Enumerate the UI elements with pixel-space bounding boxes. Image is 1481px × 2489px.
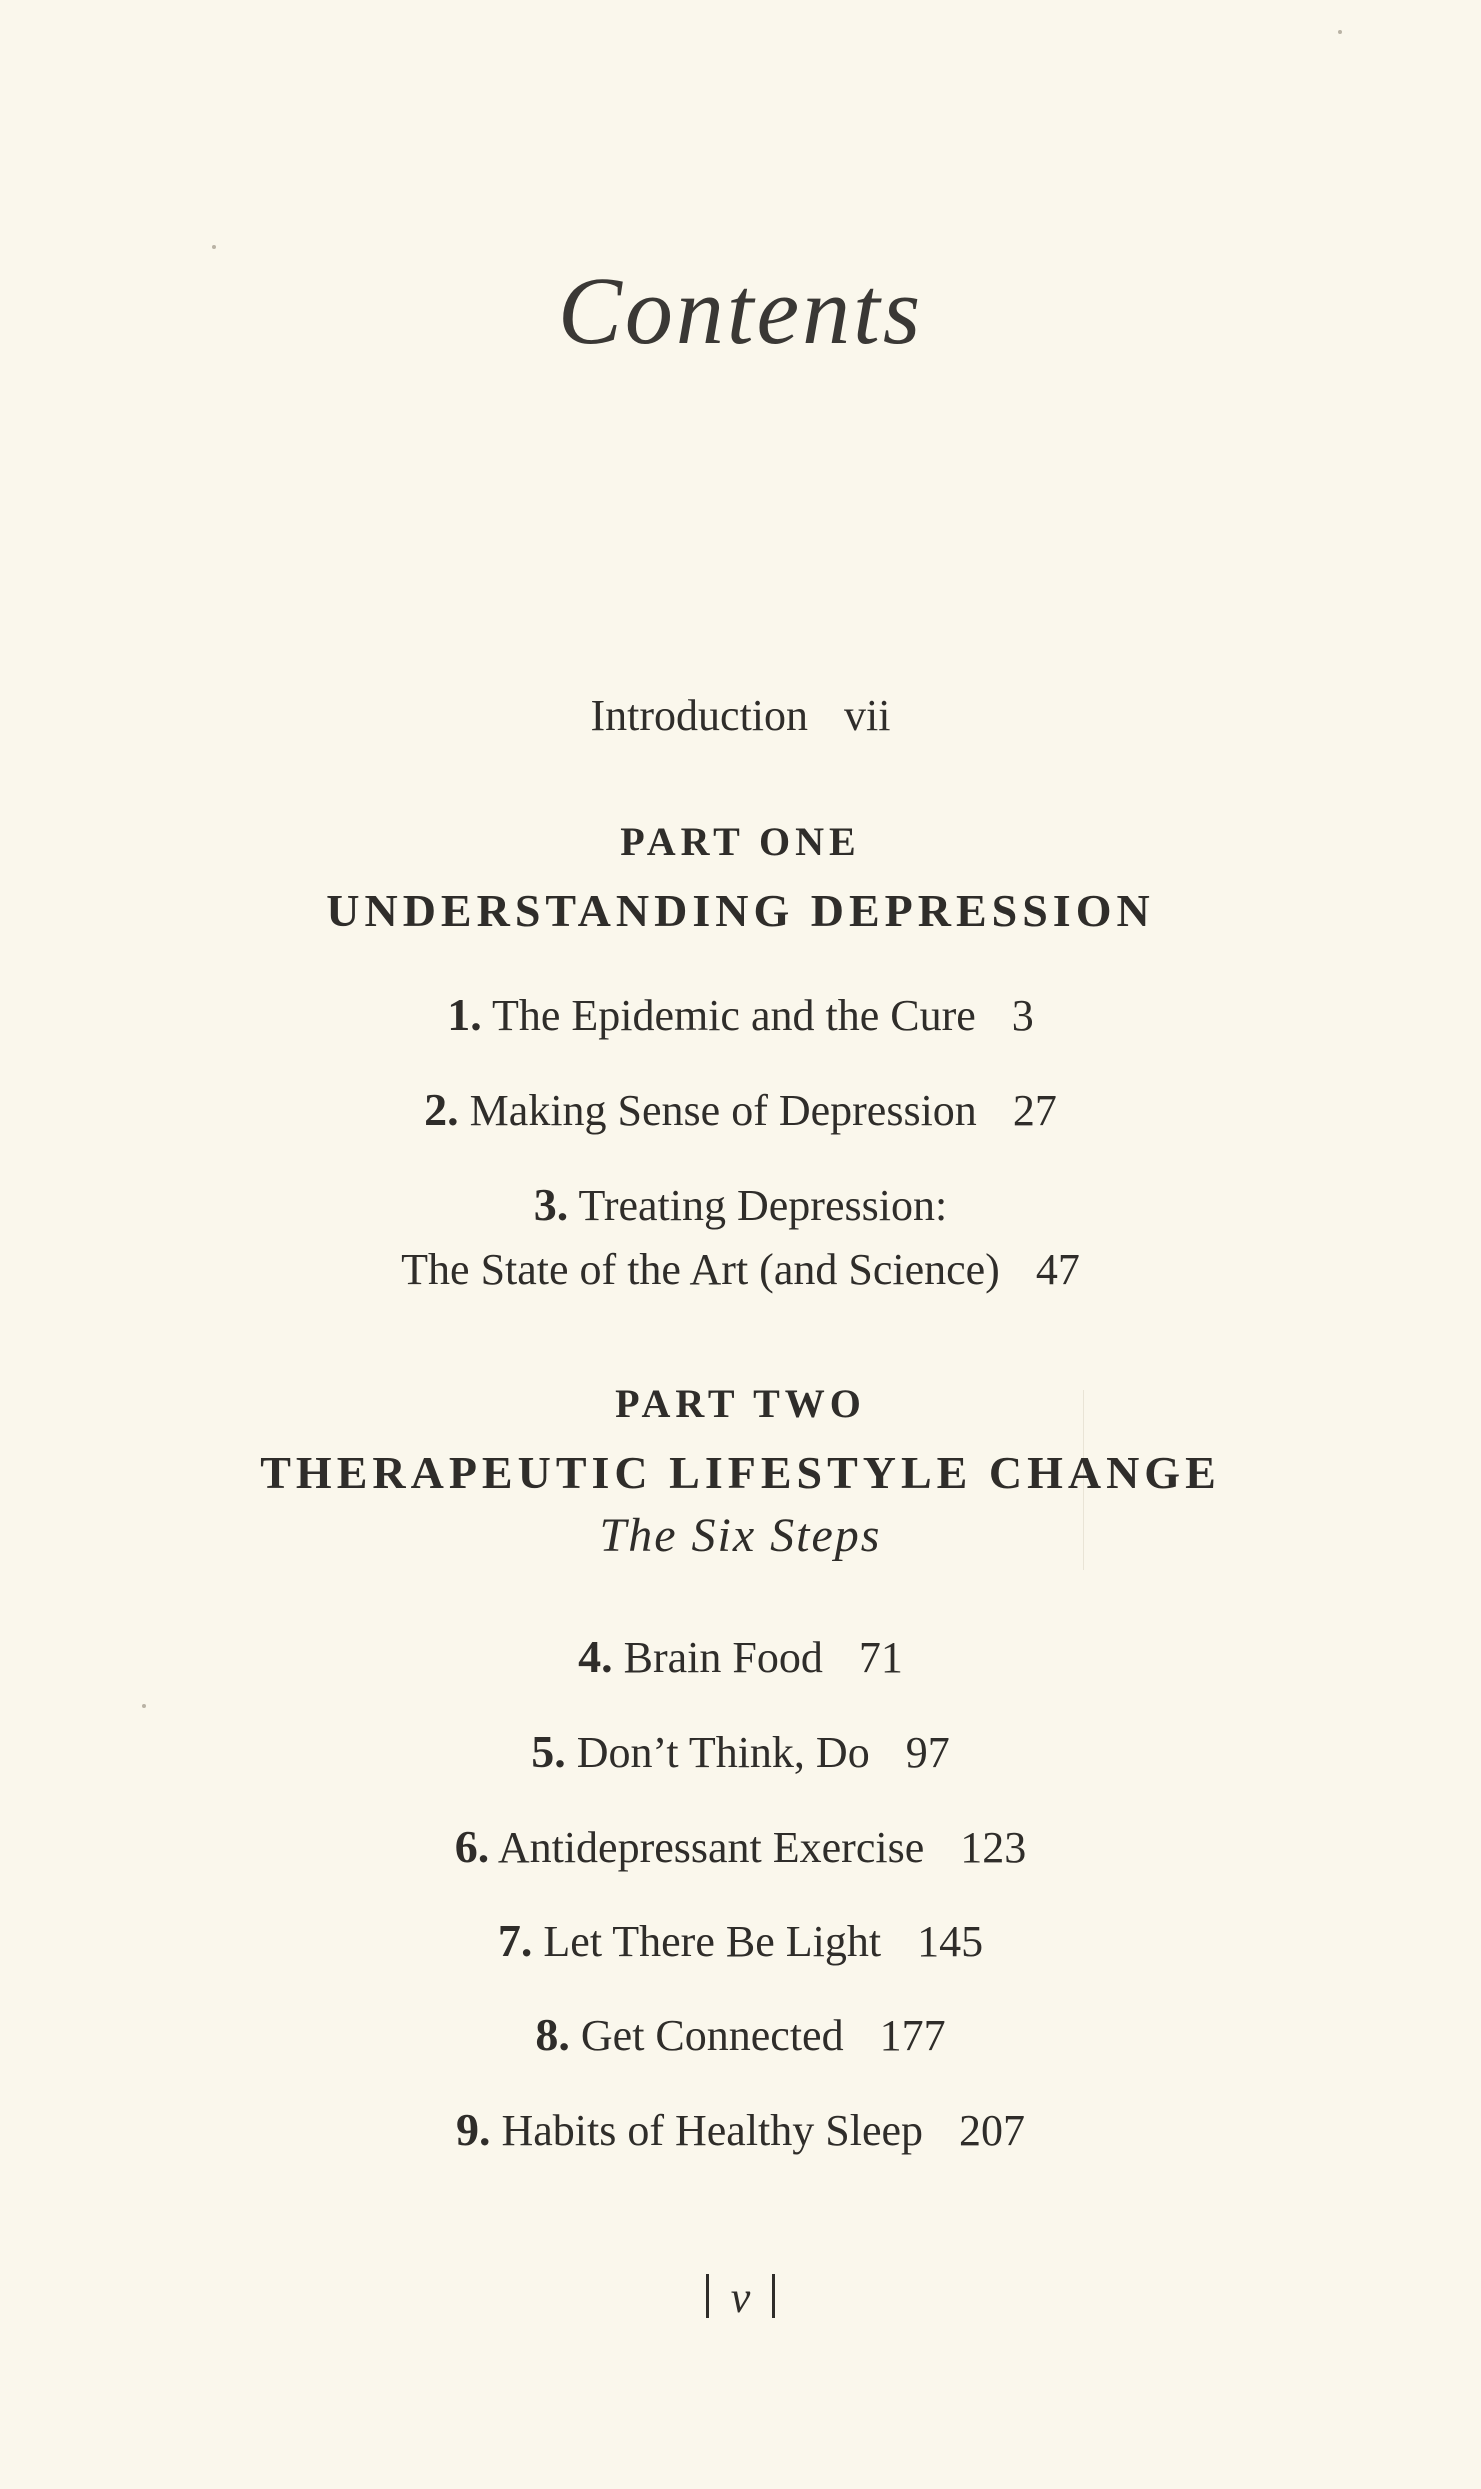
- chapter-number: 8.: [535, 2009, 570, 2060]
- toc-entry-title: Let There Be Light: [543, 1917, 882, 1966]
- page-folio: [0, 2272, 1481, 2323]
- toc-entry-title: Don’t Think, Do: [576, 1728, 870, 1777]
- part-two-title: THERAPEUTIC LIFESTYLE CHANGE: [260, 1447, 1221, 1498]
- toc-entry-title: Treating Depression:: [578, 1181, 948, 1230]
- part-one-title: UNDERSTANDING DEPRESSION: [326, 885, 1155, 936]
- folio-rule-left: [706, 2274, 709, 2318]
- page-title: Contents: [557, 257, 924, 364]
- chapter-number: 4.: [578, 1631, 613, 1682]
- toc-entry-title: Antidepressant Exercise: [497, 1823, 925, 1872]
- toc-entry-chapter-3-line2: [0, 1240, 1481, 1300]
- toc-entry-title: The Epidemic and the Cure: [491, 991, 976, 1040]
- folio-rule-right: [772, 2274, 775, 2318]
- paper-speck: [142, 1704, 146, 1708]
- toc-entry-page: 123: [960, 1823, 1027, 1872]
- part-one-label: PART ONE: [620, 819, 861, 864]
- part-two-label: PART TWO: [615, 1381, 866, 1426]
- part-two-subtitle: The Six Steps: [599, 1509, 882, 1562]
- chapter-number: 5.: [531, 1726, 566, 1777]
- toc-entry-chapter-3: [0, 1175, 1481, 1236]
- chapter-number: 2.: [424, 1084, 459, 1135]
- toc-entry-chapter-6: [0, 1817, 1481, 1878]
- folio-number: v: [730, 2273, 751, 2322]
- toc-entry-chapter-9: [0, 2100, 1481, 2161]
- toc-entry-page: 71: [858, 1633, 903, 1682]
- toc-entry-page: 3: [1011, 991, 1034, 1040]
- toc-entry-chapter-4: [0, 1627, 1481, 1688]
- toc-entry-page: 207: [959, 2106, 1026, 2155]
- toc-entry-page: 145: [917, 1917, 984, 1966]
- toc-entry-introduction: [0, 686, 1481, 746]
- toc-entry-title: Making Sense of Depression: [469, 1086, 977, 1135]
- toc-entry-title: Get Connected: [580, 2011, 844, 2060]
- chapter-number: 9.: [455, 2104, 491, 2155]
- paper-speck: [212, 245, 216, 249]
- toc-entry-chapter-1: [0, 985, 1481, 1046]
- paper-speck: [1338, 30, 1342, 34]
- toc-entry-title: Introduction: [590, 691, 809, 740]
- toc-entry-chapter-5: [0, 1722, 1481, 1783]
- chapter-number: 1.: [447, 989, 482, 1040]
- toc-entry-page: 177: [879, 2011, 946, 2060]
- chapter-number: 7.: [497, 1915, 533, 1966]
- toc-entry-page: 27: [1012, 1086, 1057, 1135]
- chapter-number: 3.: [533, 1179, 569, 1230]
- toc-entry-page: 47: [1035, 1245, 1080, 1294]
- toc-entry-page: vii: [844, 691, 891, 740]
- toc-entry-chapter-7: [0, 1911, 1481, 1972]
- chapter-number: 6.: [454, 1821, 490, 1872]
- toc-entry-title: The State of the Art (and Science): [401, 1245, 1000, 1294]
- toc-entry-chapter-8: [0, 2005, 1481, 2066]
- toc-entry-title: Brain Food: [623, 1633, 823, 1682]
- toc-entry-chapter-2: [0, 1080, 1481, 1141]
- toc-entry-title: Habits of Healthy Sleep: [501, 2106, 924, 2155]
- toc-entry-page: 97: [905, 1728, 950, 1777]
